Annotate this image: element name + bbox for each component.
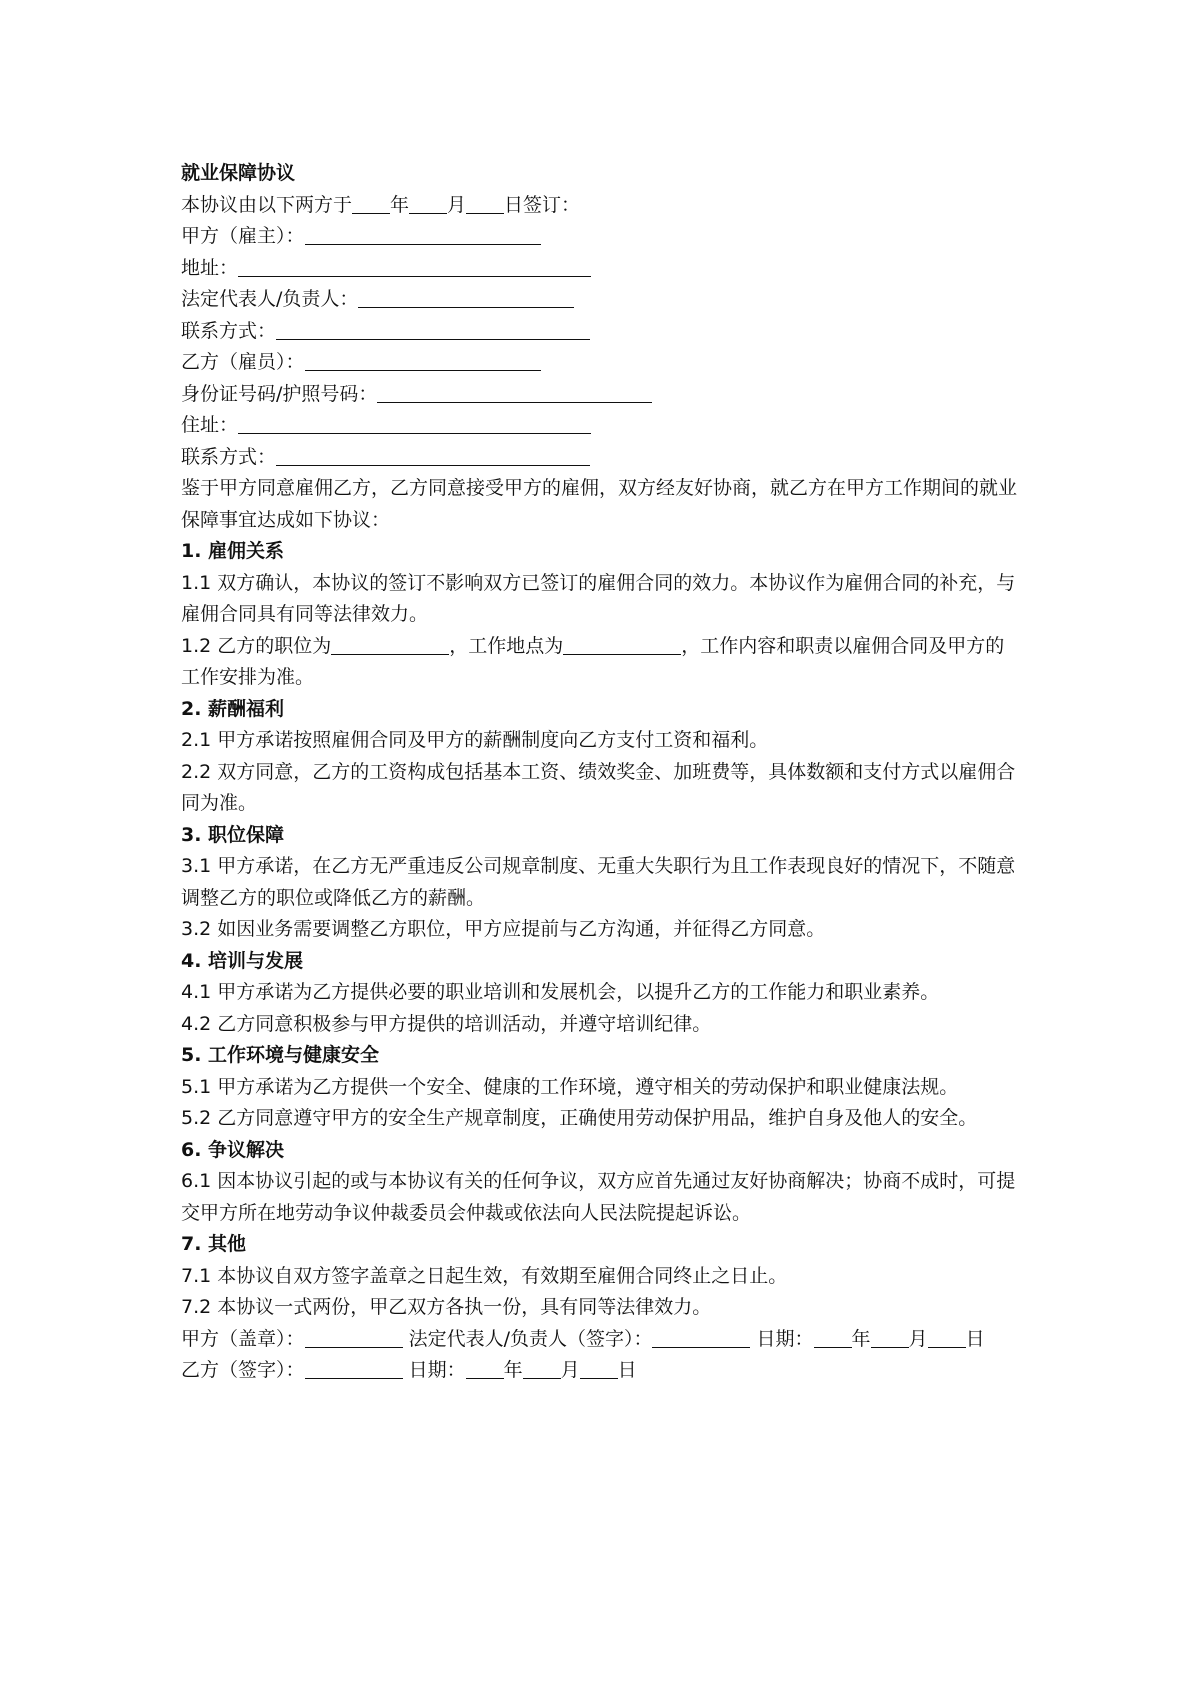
party-b-day-blank[interactable] xyxy=(580,1358,618,1379)
section-heading-compensation: 2. 薪酬福利 xyxy=(181,697,285,720)
intro-month: 月 xyxy=(447,193,467,216)
clause-1-2-part-c: ，工作内容和职责以雇佣合同及甲方的工作安排为准。 xyxy=(181,634,1005,688)
intro-day-sign: 日签订： xyxy=(504,193,581,216)
intro-year: 年 xyxy=(390,193,410,216)
party-a-name-label: 甲方（雇主）： xyxy=(181,225,305,247)
party-a-name-line xyxy=(181,221,1021,253)
party-a-rep-line xyxy=(181,284,1021,316)
position-blank[interactable] xyxy=(331,634,449,655)
party-a-contact-label: 联系方式： xyxy=(181,319,277,342)
document-title: 就业保障协议 xyxy=(181,162,296,184)
party-b-year-label: 年 xyxy=(503,1359,523,1381)
clause-1-2-part-a: 1.2 乙方的职位为 xyxy=(181,634,332,657)
clause-3-2: 3.2 如因业务需要调整乙方职位，甲方应提前与乙方沟通，并征得乙方同意。 xyxy=(181,918,826,940)
party-a-signer-label: 法定代表人/负责人（签字）： xyxy=(408,1327,653,1350)
party-a-date-label: 日期： xyxy=(756,1327,814,1350)
party-b-day-label: 日 xyxy=(617,1359,637,1381)
party-b-address-label: 住址： xyxy=(181,414,239,436)
party-b-date-label: 日期： xyxy=(408,1359,466,1381)
signature-party-a xyxy=(181,1324,1021,1356)
section-heading-employment: 1. 雇佣关系 xyxy=(181,540,285,562)
party-a-month-blank[interactable] xyxy=(871,1327,909,1348)
clause-2-1: 2.1 甲方承诺按照雇佣合同及甲方的薪酬制度向乙方支付工资和福利。 xyxy=(181,729,769,751)
party-b-id-blank[interactable] xyxy=(377,382,652,403)
section-heading-dispute: 6. 争议解决 xyxy=(181,1138,285,1161)
party-a-contact-line xyxy=(181,316,1021,348)
party-a-address-label: 地址： xyxy=(181,256,239,279)
party-b-contact-label: 联系方式： xyxy=(181,445,277,468)
section-heading-position-security: 3. 职位保障 xyxy=(181,823,285,846)
clause-7-1: 7.1 本协议自双方签字盖章之日起生效，有效期至雇佣合同终止之日止。 xyxy=(181,1264,788,1287)
party-a-month-label: 月 xyxy=(908,1327,928,1350)
party-a-day-blank[interactable] xyxy=(928,1327,966,1348)
party-b-month-blank[interactable] xyxy=(523,1358,561,1379)
party-a-rep-blank[interactable] xyxy=(358,287,574,308)
section-heading-other: 7. 其他 xyxy=(181,1233,247,1255)
party-b-id-label: 身份证号码/护照号码： xyxy=(181,382,378,405)
day-blank[interactable] xyxy=(466,193,504,214)
clause-4-1: 4.1 甲方承诺为乙方提供必要的职业培训和发展机会，以提升乙方的工作能力和职业素养。 xyxy=(181,981,940,1003)
party-a-contact-blank[interactable] xyxy=(276,319,590,340)
party-a-rep-label: 法定代表人/负责人： xyxy=(181,288,359,310)
signature-party-b xyxy=(181,1355,1021,1387)
party-b-signature-blank[interactable] xyxy=(305,1358,403,1379)
party-b-address-blank[interactable] xyxy=(238,413,591,434)
clause-1-2 xyxy=(181,631,1021,694)
clause-4-2: 4.2 乙方同意积极参与甲方提供的培训活动，并遵守培训纪律。 xyxy=(181,1012,712,1035)
party-b-name-label: 乙方（雇员）： xyxy=(181,351,305,373)
party-a-year-label: 年 xyxy=(851,1327,871,1350)
party-b-contact-line xyxy=(181,442,1021,474)
year-blank[interactable] xyxy=(352,193,390,214)
clause-7-2: 7.2 本协议一式两份，甲乙双方各执一份，具有同等法律效力。 xyxy=(181,1296,712,1318)
party-b-month-label: 月 xyxy=(560,1359,580,1381)
clause-3-1: 3.1 甲方承诺，在乙方无严重违反公司规章制度、无重大失职行为且工作表现良好的情况下，不随意调整乙方的职位或降低乙方的薪酬。 xyxy=(181,855,1016,909)
party-a-day-label: 日 xyxy=(965,1327,985,1350)
party-a-signature-blank[interactable] xyxy=(652,1327,750,1348)
party-b-id-line xyxy=(181,379,1021,411)
party-b-year-blank[interactable] xyxy=(466,1358,504,1379)
party-b-name-blank[interactable] xyxy=(305,350,541,371)
agreement-document xyxy=(181,158,1021,1387)
party-a-address-blank[interactable] xyxy=(238,256,591,277)
party-a-seal-label: 甲方（盖章）： xyxy=(181,1327,305,1350)
clause-1-2-part-b: ，工作地点为 xyxy=(449,634,564,657)
clause-2-2: 2.2 双方同意，乙方的工资构成包括基本工资、绩效奖金、加班费等，具体数额和支付方式以雇佣合同为准。 xyxy=(181,760,1016,814)
party-a-name-blank[interactable] xyxy=(305,224,541,245)
party-b-sign-label: 乙方（签字）： xyxy=(181,1359,305,1381)
preamble: 鉴于甲方同意雇佣乙方，乙方同意接受甲方的雇佣，双方经友好协商，就乙方在甲方工作期间的就业保障事宜达成如下协议： xyxy=(181,477,1018,531)
intro-line xyxy=(181,190,1021,222)
party-b-name-line xyxy=(181,347,1021,379)
clause-6-1: 6.1 因本协议引起的或与本协议有关的任何争议，双方应首先通过友好协商解决；协商不成时，可提交甲方所在地劳动争议仲裁委员会仲裁或依法向人民法院提起诉讼。 xyxy=(181,1170,1016,1224)
party-a-address-line xyxy=(181,253,1021,285)
clause-5-2: 5.2 乙方同意遵守甲方的安全生产规章制度，正确使用劳动保护用品，维护自身及他人的安全。 xyxy=(181,1107,978,1129)
party-a-seal-blank[interactable] xyxy=(305,1327,403,1348)
section-heading-safety: 5. 工作环境与健康安全 xyxy=(181,1044,380,1066)
intro-prefix: 本协议由以下两方于 xyxy=(181,193,353,216)
clause-5-1: 5.1 甲方承诺为乙方提供一个安全、健康的工作环境，遵守相关的劳动保护和职业健康法规。 xyxy=(181,1075,959,1098)
work-location-blank[interactable] xyxy=(563,634,681,655)
month-blank[interactable] xyxy=(409,193,447,214)
party-a-year-blank[interactable] xyxy=(814,1327,852,1348)
party-b-contact-blank[interactable] xyxy=(276,445,590,466)
party-b-address-line xyxy=(181,410,1021,442)
section-heading-training: 4. 培训与发展 xyxy=(181,949,304,972)
clause-1-1: 1.1 双方确认，本协议的签订不影响双方已签订的雇佣合同的效力。本协议作为雇佣合同的补充，与雇佣合同具有同等法律效力。 xyxy=(181,571,1016,625)
